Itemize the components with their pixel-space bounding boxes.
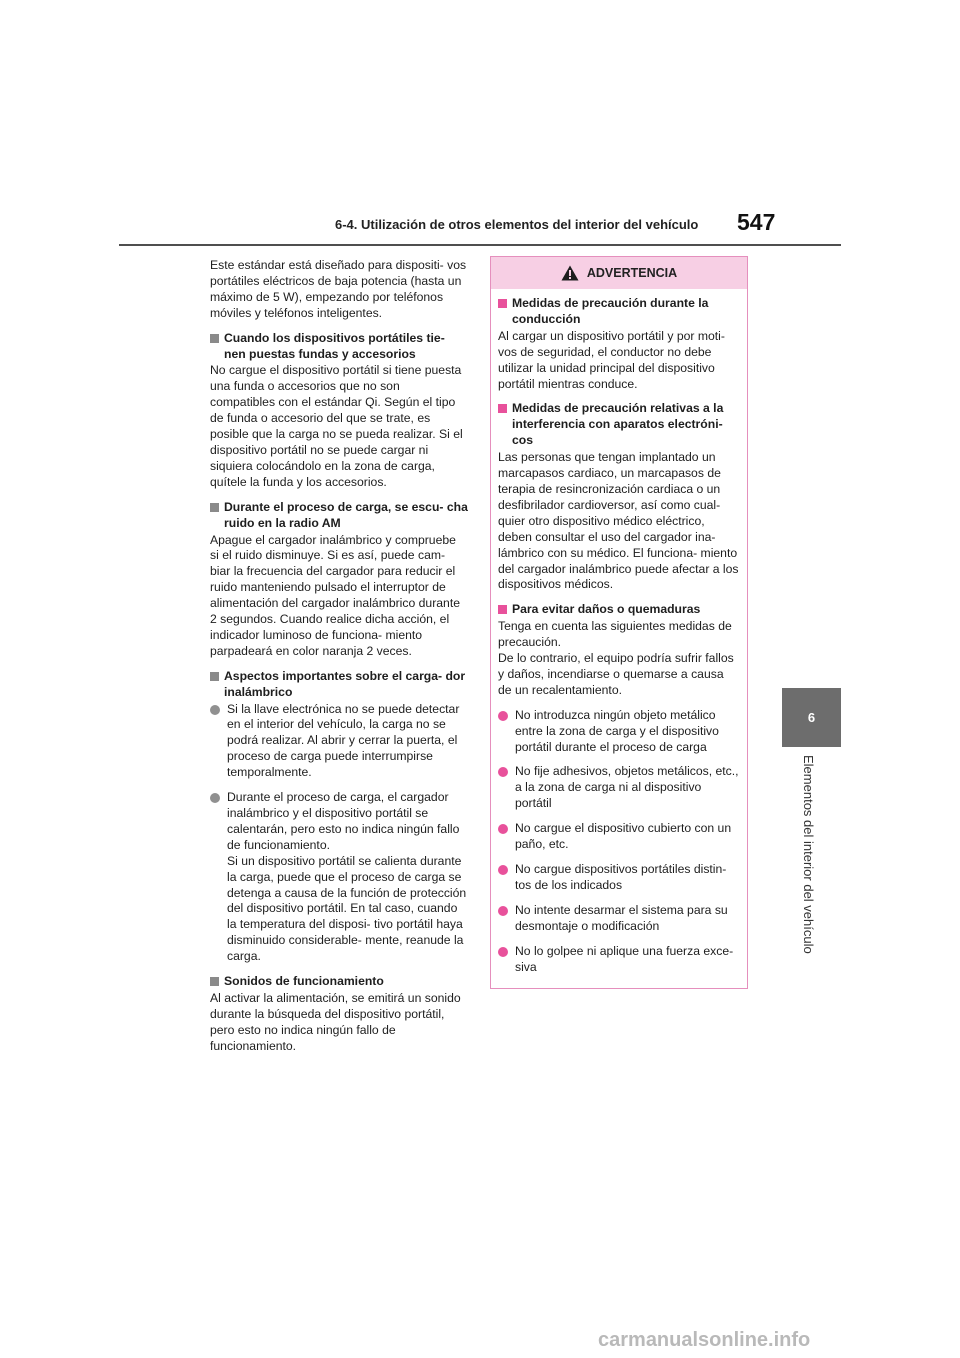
warning-section-heading	[498, 401, 740, 449]
section-heading	[210, 500, 468, 532]
section-heading	[210, 669, 468, 701]
round-bullet-icon	[498, 906, 508, 916]
round-bullet-icon	[210, 793, 220, 803]
round-bullet-icon	[498, 947, 508, 957]
warning-section-heading-text: Medidas de precaución relativas a la interferencia con aparatos electróni- cos	[512, 401, 724, 448]
warning-section-heading-text: Para evitar daños o quemaduras	[512, 602, 701, 617]
list-item-text: No cargue dispositivos portátiles distin- tos de los indicados	[515, 862, 727, 892]
round-bullet-icon	[210, 705, 220, 715]
list-item	[210, 702, 468, 782]
warning-text-a: Tenga en cuenta las siguientes medidas de precaución.	[498, 619, 732, 650]
section-heading-text: Aspectos importantes sobre el carga- dor inalámbrico	[224, 668, 466, 699]
warning-heading: ADVERTENCIA	[586, 266, 678, 280]
list-item	[498, 764, 740, 812]
list-item	[498, 944, 740, 976]
square-bullet-icon	[498, 299, 507, 308]
square-bullet-icon	[210, 503, 219, 512]
section-text: Apague el cargador inalámbrico y compruebe si el ruido disminuye. Si es así, puede cam- biar la frecuencia del cargador para reducir el ruido manteniendo pulsado el interruptor de alimentación del cargador inalámbrico durante 2 segundos. Cuando realice dicha acción, el indicador luminoso de funciona- miento parpadeará en color naranja 2 veces.	[210, 532, 460, 658]
round-bullet-icon	[498, 824, 508, 834]
section-text: No cargue el dispositivo portátil si tiene puesta una funda o accesorios que no son compatibles con el estándar Qi. Según el tipo de funda o accesorio del que se trate, es posible que la carga no se pueda realizar. Si el dispositivo portátil no se puede cargar ni siquiera colocándolo en la zona de carga, quítele la funda y los accesorios.	[210, 363, 463, 489]
list-item-text: No fije adhesivos, objetos metálicos, etc., a la zona de carga ni al dispositivo portátil	[515, 764, 739, 811]
list-item	[498, 862, 740, 894]
list-item-text-a: Durante el proceso de carga, el cargador inalámbrico y el dispositivo portátil se calentarán, pero esto no indica ningún fallo de funcionamiento.	[227, 790, 460, 852]
section-text: Al activar la alimentación, se emitirá un sonido durante la búsqueda del dispositivo portátil, pero esto no indica ningún fallo de funcionamiento.	[210, 990, 461, 1053]
header-rule	[119, 244, 841, 246]
warning-text: Las personas que tengan implantado un marcapasos cardiaco, un marcapasos de terapia de resincronización cardiaca o un desfibrilador cardioversor, así como cual- quier otro dispositivo médico eléctrico, deben consultar el uso del cargador ina- lámbrico con su médico. El funciona- miento del cargador inalámbrico puede afectar a los dispositivos médicos.	[498, 450, 739, 592]
page-number: 547	[737, 209, 776, 235]
section-heading-text: Cuando los dispositivos portátiles tie- nen puestas fundas y accesorios	[224, 330, 445, 361]
list-item	[498, 903, 740, 935]
square-bullet-icon	[498, 404, 507, 413]
list-item-text: No lo golpee ni aplique una fuerza exce- siva	[515, 943, 734, 974]
warning-triangle-icon	[561, 265, 579, 281]
warning-text-b: De lo contrario, el equipo podría sufrir fallos y daños, incendiarse o quemarse a causa de un recalentamiento.	[498, 651, 734, 697]
list-item	[498, 821, 740, 853]
warning-text: Al cargar un dispositivo portátil y por moti- vos de seguridad, el conductor no debe utilizar la unidad principal del dispositivo portátil mientras conduce.	[498, 328, 725, 391]
warning-section-heading	[498, 602, 740, 618]
round-bullet-icon	[498, 711, 508, 721]
section-heading-text: Durante el proceso de carga, se escu- cha ruido en la radio AM	[224, 499, 468, 530]
warning-text	[498, 619, 740, 699]
list-item	[210, 790, 468, 965]
watermark: carmanualsonline.info	[598, 1329, 811, 1351]
square-bullet-icon	[210, 977, 219, 986]
chapter-tab	[782, 688, 841, 747]
section-title: 6-4. Utilización de otros elementos del interior del vehículo	[335, 217, 699, 232]
square-bullet-icon	[210, 672, 219, 681]
list-item	[498, 708, 740, 756]
square-bullet-icon	[498, 605, 507, 614]
square-bullet-icon	[210, 334, 219, 343]
intro-text: Este estándar está diseñado para dispositi- vos portátiles eléctricos de baja potencia (hasta un máximo de 5 W), empezando por teléfonos móviles y teléfonos inteligentes.	[210, 258, 467, 320]
list-item-text-b: Si un dispositivo portátil se calienta durante la carga, puede que el proceso de carga se detenga a causa de la función de protección del dispositivo portátil. En tal caso, cuando la temperatura del disposi- tivo portátil haya disminuido considerable- mente, reanude la carga.	[227, 853, 467, 964]
chapter-title: Elementos del interior del vehículo	[801, 755, 816, 954]
section-heading	[210, 974, 468, 990]
left-column	[210, 258, 468, 1064]
chapter-number: 6	[807, 710, 816, 725]
warning-section-heading	[498, 296, 740, 328]
warning-header	[491, 257, 747, 289]
section-heading-text: Sonidos de funcionamiento	[224, 974, 384, 989]
warning-box	[490, 256, 748, 989]
list-item-text: No intente desarmar el sistema para su desmontaje o modificación	[515, 902, 728, 933]
section-heading	[210, 331, 468, 363]
chapter-side-label	[800, 755, 818, 995]
round-bullet-icon	[498, 767, 508, 777]
round-bullet-icon	[498, 865, 508, 875]
list-item-text	[227, 790, 468, 965]
warning-body	[491, 289, 747, 975]
warning-section-heading-text: Medidas de precaución durante la conducción	[512, 296, 709, 326]
list-item-text: Si la llave electrónica no se puede detectar en el interior del vehículo, la carga no se podrá realizar. Al abrir y cerrar la puerta, el proceso de carga puede interrumpirse temporalmente.	[227, 701, 460, 780]
list-item-text: No introduzca ningún objeto metálico entre la zona de carga y el dispositivo portátil durante el proceso de carga	[515, 707, 719, 754]
list-item-text: No cargue el dispositivo cubierto con un paño, etc.	[515, 821, 732, 852]
